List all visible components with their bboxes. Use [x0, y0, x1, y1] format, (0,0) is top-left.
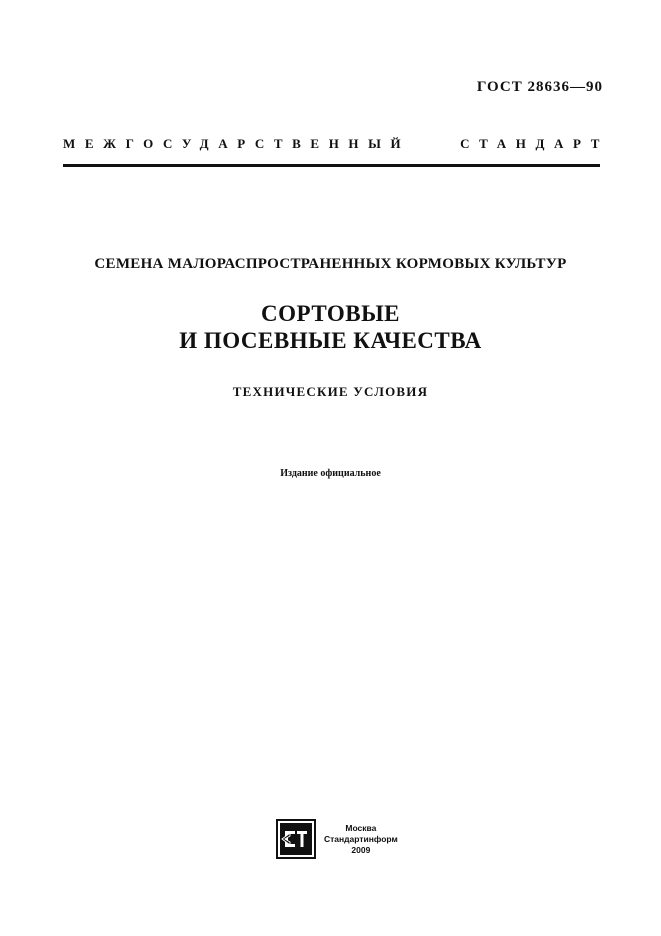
publisher-block — [276, 819, 398, 859]
publisher-city: Москва — [345, 822, 377, 833]
publisher-year: 2009 — [351, 844, 371, 855]
specification-title: ТЕХНИЧЕСКИЕ УСЛОВИЯ — [232, 384, 429, 399]
document-main-title: СЕМЕНА МАЛОРАСПРОСТРАНЕННЫХ КОРМОВЫХ КУЛЬТУР — [94, 256, 567, 272]
standard-type-word-standard: СТАНДАРТ — [460, 136, 609, 151]
standard-type-heading — [63, 136, 609, 152]
publisher-text — [324, 823, 398, 856]
document-subtitle — [0, 300, 661, 354]
standard-type-word-interstate: МЕЖГОСУДАРСТВЕННЫЙ — [63, 136, 411, 151]
subtitle-line-2: И ПОСЕВНЫЕ КАЧЕСТВА — [179, 328, 482, 353]
subtitle-line-1: СОРТОВЫЕ — [260, 301, 401, 326]
edition-note: Издание официальное — [280, 468, 381, 479]
document-number: ГОСТ 28636—90 — [476, 79, 603, 95]
standartinform-logo-icon — [276, 819, 316, 859]
header-divider — [63, 164, 600, 167]
publisher-name: Стандартинформ — [324, 833, 398, 844]
